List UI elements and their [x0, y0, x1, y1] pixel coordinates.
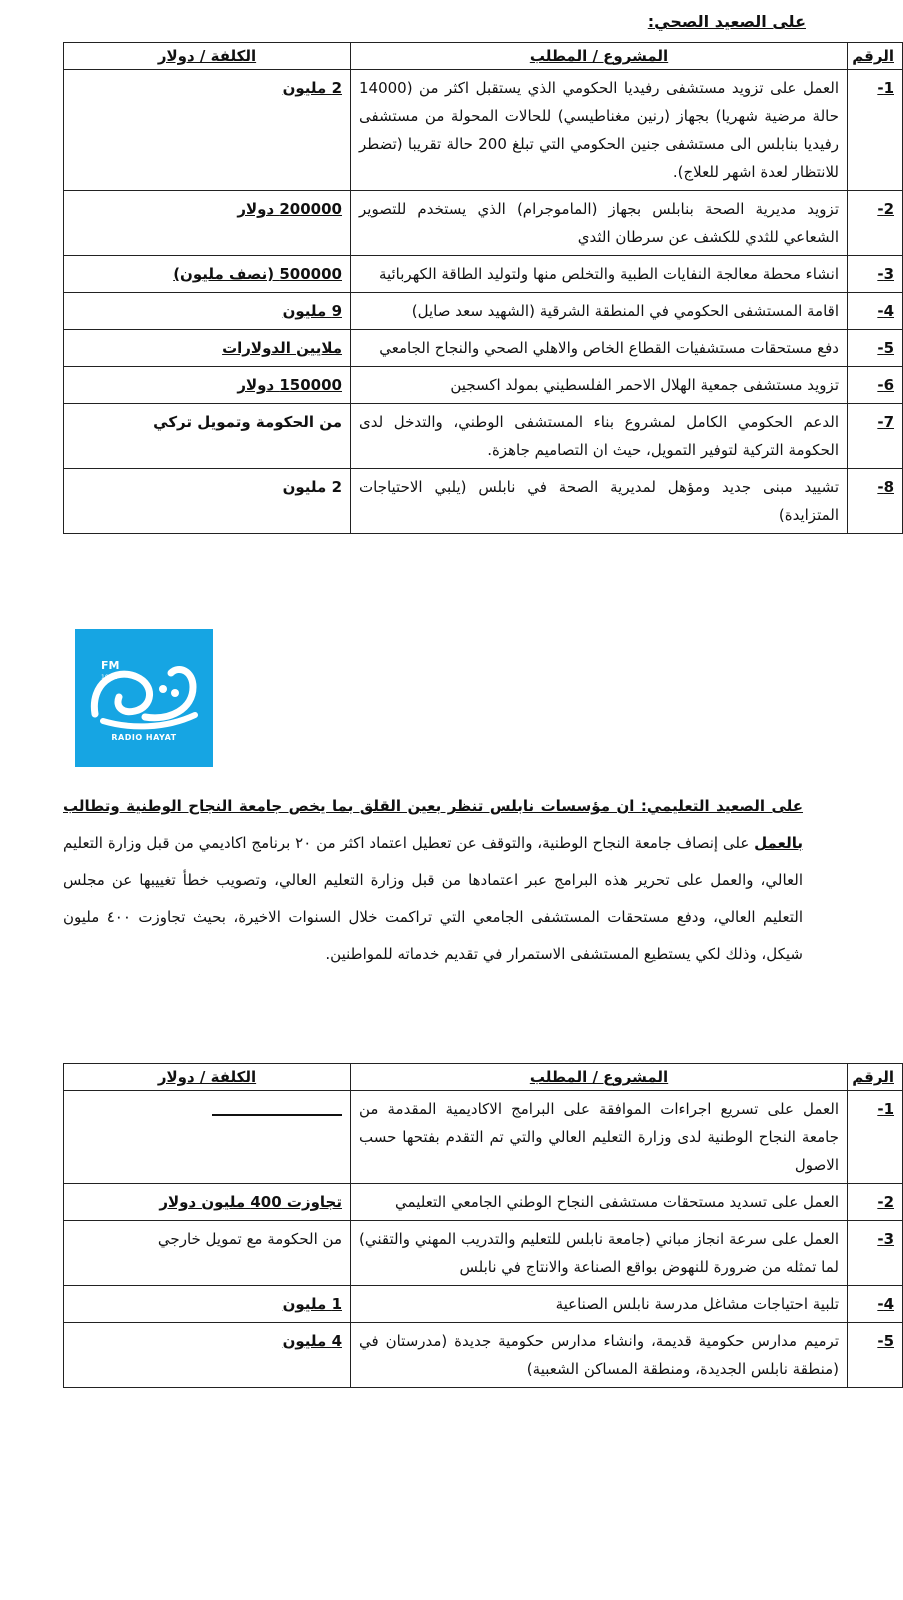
- table-row: [64, 1184, 903, 1221]
- row-num: 1-: [848, 70, 903, 191]
- row-project: العمل على تسديد مستحقات مستشفى النجاح الوطني الجامعي التعليمي: [351, 1184, 848, 1221]
- education-table-header: [64, 1064, 903, 1091]
- table-row: [64, 191, 903, 256]
- header-num: الرقم: [852, 47, 894, 65]
- table-row: [64, 1286, 903, 1323]
- row-num: 8-: [848, 469, 903, 534]
- row-cost: تجاوزت 400 مليون دولار: [64, 1184, 351, 1221]
- row-project: انشاء محطة معالجة النفايات الطبية والتخلص منها ولتوليد الطاقة الكهربائية: [351, 256, 848, 293]
- education-paragraph: [63, 788, 803, 973]
- row-cost: 2 مليون: [64, 469, 351, 534]
- row-num: 4-: [848, 293, 903, 330]
- header-project: المشروع / المطلب: [529, 47, 669, 65]
- education-body: على إنصاف جامعة النجاح الوطنية، والتوقف عن تعطيل اعتماد اكثر من ٢٠ برنامج اكاديمي من قبل وزارة التعليم العالي، والعمل على تحرير هذه البرامج عبر اعتمادها من قبل وزارة التعليم العالي، وتصويب خطأ تغييبها عن مجلس التعليم العالي، ودفع مستحقات المستشفى الجامعي التي تراكمت خلال السنوات الاخيرة، بحيث تجاوزت ٤٠٠ مليون شيكل، وذلك لكي يستطيع المستشفى الاستمرار في تقديم خدماته للمواطنين.: [63, 834, 803, 963]
- row-project: ترميم مدارس حكومية قديمة، وانشاء مدارس حكومية جديدة (مدرستان في (منطقة نابلس الجديدة، ومنطقة المساكن الشعبية): [351, 1323, 848, 1388]
- row-cost: 2 مليون: [64, 70, 351, 191]
- header-cost: الكلفة / دولار: [157, 47, 257, 65]
- health-table: [63, 42, 903, 534]
- row-cost: [64, 1091, 351, 1184]
- header-num: الرقم: [852, 1068, 894, 1086]
- row-num: 2-: [848, 1184, 903, 1221]
- table-row: [64, 367, 903, 404]
- row-num: 4-: [848, 1286, 903, 1323]
- row-project: العمل على سرعة انجاز مباني (جامعة نابلس للتعليم والتدريب المهني والتقني) لما تمثله من ضرورة للنهوض بواقع الصناعة والانتاج في نابلس: [351, 1221, 848, 1286]
- table-row: [64, 404, 903, 469]
- table-row: [64, 330, 903, 367]
- table-row: [64, 256, 903, 293]
- header-cost: الكلفة / دولار: [157, 1068, 257, 1086]
- row-project: تزويد مستشفى جمعية الهلال الاحمر الفلسطيني بمولد اكسجين: [351, 367, 848, 404]
- table-row: [64, 70, 903, 191]
- table-row: [64, 1323, 903, 1388]
- row-num: 7-: [848, 404, 903, 469]
- row-cost: 200000 دولار: [64, 191, 351, 256]
- education-table: [63, 1063, 903, 1388]
- logo-caption: RADIO HAYAT: [111, 733, 177, 742]
- education-lead: على الصعيد التعليمي: ان مؤسسات نابلس تنظر بعين القلق بما يخص جامعة النجاح الوطنية وتطالب بالعمل: [63, 797, 803, 852]
- row-project: تزويد مديرية الصحة بنابلس بجهاز (الماموجرام) الذي يستخدم للتصوير الشعاعي للثدي للكشف عن سرطان الثدي: [351, 191, 848, 256]
- row-project: الدعم الحكومي الكامل لمشروع بناء المستشفى الوطني، والتدخل لدى الحكومة التركية لتوفير التمويل، حيث ان التصاميم جاهزة.: [351, 404, 848, 469]
- row-num: 3-: [848, 256, 903, 293]
- row-cost: 150000 دولار: [64, 367, 351, 404]
- row-project: العمل على تزويد مستشفى رفيديا الحكومي الذي يستقبل اكثر من (14000 حالة مرضية شهريا) بجهاز (رنين مغناطيسي) للحالات المحولة من مستشفى رفيديا بنابلس الى مستشفى جنين الحكومي التي تبلغ 200 حالة تقريبا (تضطر للانتظار لعدة اشهر للعلاج).: [351, 70, 848, 191]
- row-num: 6-: [848, 367, 903, 404]
- radio-hayat-logo: [75, 629, 213, 767]
- empty-cost-line: [212, 1104, 342, 1116]
- health-heading: على الصعيد الصحي:: [647, 12, 806, 31]
- row-cost: من الحكومة مع تمويل خارجي: [64, 1221, 351, 1286]
- logo-freq: 106.5: [101, 674, 119, 681]
- logo-fm: FM: [101, 659, 120, 672]
- table-row: [64, 1221, 903, 1286]
- table-row: [64, 469, 903, 534]
- row-cost: 500000 (نصف مليون): [64, 256, 351, 293]
- row-num: 5-: [848, 330, 903, 367]
- header-project: المشروع / المطلب: [529, 1068, 669, 1086]
- row-project: تلبية احتياجات مشاغل مدرسة نابلس الصناعية: [351, 1286, 848, 1323]
- row-cost: 1 مليون: [64, 1286, 351, 1323]
- row-cost: 9 مليون: [64, 293, 351, 330]
- table-row: [64, 1091, 903, 1184]
- row-project: تشييد مبنى جديد ومؤهل لمديرية الصحة في نابلس (يلبي الاحتياجات المتزايدة): [351, 469, 848, 534]
- health-table-header: [64, 43, 903, 70]
- row-project: دفع مستحقات مستشفيات القطاع الخاص والاهلي الصحي والنجاح الجامعي: [351, 330, 848, 367]
- table-row: [64, 293, 903, 330]
- radio-hayat-logo-graphic: [75, 629, 213, 767]
- row-project: اقامة المستشفى الحكومي في المنطقة الشرقية (الشهيد سعد صايل): [351, 293, 848, 330]
- row-project: العمل على تسريع اجراءات الموافقة على البرامج الاكاديمية المقدمة من جامعة النجاح الوطنية لدى وزارة التعليم العالي والتي تم التقدم بفتحها حسب الاصول: [351, 1091, 848, 1184]
- row-num: 3-: [848, 1221, 903, 1286]
- row-num: 2-: [848, 191, 903, 256]
- row-cost: ملايين الدولارات: [64, 330, 351, 367]
- row-cost: 4 مليون: [64, 1323, 351, 1388]
- row-num: 1-: [848, 1091, 903, 1184]
- row-num: 5-: [848, 1323, 903, 1388]
- row-cost: من الحكومة وتمويل تركي: [64, 404, 351, 469]
